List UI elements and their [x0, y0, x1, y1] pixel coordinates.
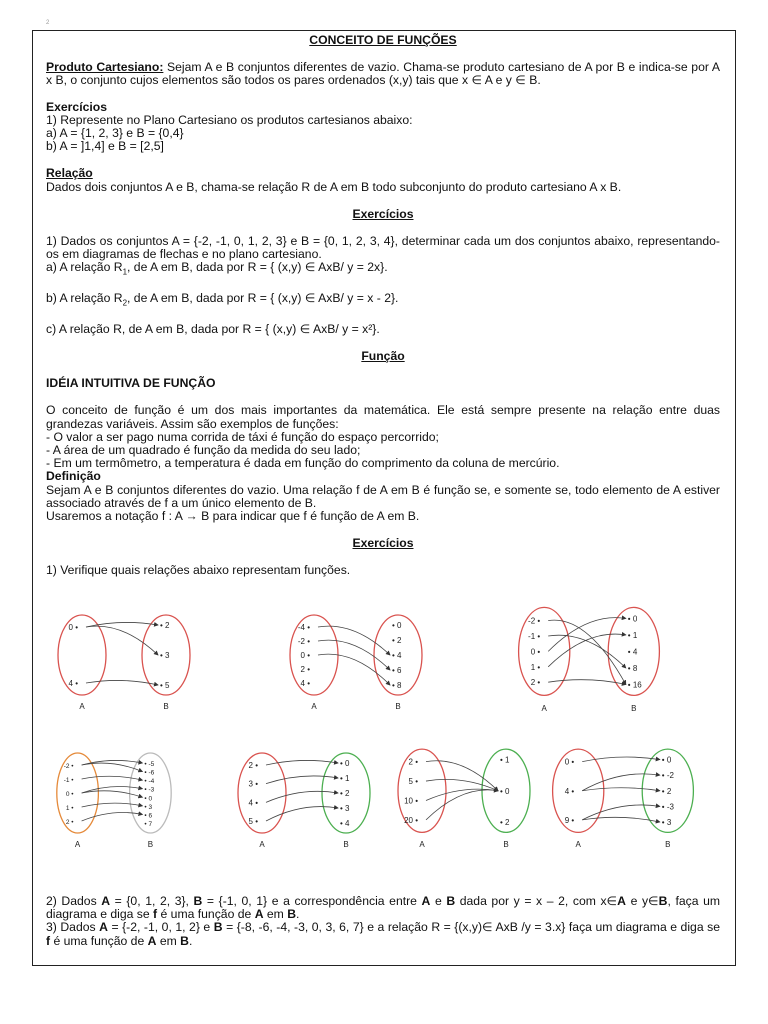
set-b-element: • 2 [392, 636, 402, 645]
set-b-element: • 7 [144, 821, 153, 828]
set-a-element: 5 • [248, 817, 258, 826]
set-b-label: B [163, 702, 169, 711]
arrow-diagram-1 [49, 611, 199, 711]
set-b-label: B [665, 840, 671, 849]
set-b-element: • 8 [392, 681, 402, 690]
set-b-element: • -5 [144, 761, 155, 768]
document-page [32, 30, 736, 966]
relacao-text: Dados dois conjuntos A e B, chama-se relação R de A em B todo subconjunto do produto cartesiano A x B. [46, 179, 622, 194]
set-a-element: 1 • [530, 662, 541, 672]
mapping-arrow [318, 640, 390, 670]
arrow-diagram-7 [543, 745, 703, 849]
set-a-element: 10 • [404, 796, 418, 806]
set-b-element: • 0 [144, 795, 153, 803]
mapping-arrow [82, 776, 143, 780]
set-a-element: 2 • [65, 819, 74, 826]
set-a-element: -1 • [63, 777, 74, 784]
set-b-element: • -3 [144, 786, 155, 794]
set-a-element: 2 • [248, 761, 258, 770]
set-b-element: • 2 [340, 789, 350, 798]
arrow-diagram-5 [229, 749, 379, 849]
set-a-element: 4 • [564, 786, 575, 796]
set-a-ellipse [58, 615, 106, 695]
arrow-diagram-4 [49, 749, 179, 849]
funcao-example-2: - A área de um quadrado é função da medida do seu lado; [46, 442, 361, 457]
produto-cartesiano-text: Sejam A e B conjuntos diferentes de vazio. Chama-se produto cartesiano de A por B e indica-se por A x B, o conjunto cujos elementos são todos os pares ordenados (x,y) tais que x ∈ A e y ∈ B. [46, 60, 720, 88]
set-b-element: • 0 [392, 621, 402, 630]
page-number: 2 [46, 20, 50, 26]
set-b-element: • -3 [661, 802, 674, 812]
set-a-element: 4 • [68, 679, 78, 688]
final-questions [46, 895, 720, 948]
set-a-element: -1 • [528, 632, 541, 641]
set-a-label: A [259, 840, 265, 849]
funcao-example-1: - O valor a ser pago numa corrida de táxi é função do espaço percorrido; [46, 429, 439, 444]
set-b-element: • -4 [144, 778, 155, 786]
set-a-element: 3 • [248, 779, 258, 789]
set-a-element: 4 • [248, 798, 258, 808]
set-a-element: 20 • [404, 815, 418, 825]
set-a-label: A [74, 840, 81, 849]
exercicio-2-q1: 1) Dados os conjuntos A = {-2, -1, 0, 1, 2, 3} e B = {0, 1, 2, 3, 4}, determinar cada um dos conjuntos abaixo, representando-os em diagramas de flechas e no plano cartesiano. [46, 234, 720, 262]
set-a-element: -4 • [297, 623, 310, 632]
funcao-example-3: - Em um termômetro, a temperatura é dada em função do comprimento da coluna de mercúrio. [46, 456, 560, 471]
funcao-heading: Função [361, 348, 405, 363]
set-b-label: B [343, 840, 349, 849]
set-a-element: -2 • [297, 637, 310, 646]
set-b-element: • 3 [160, 651, 170, 660]
set-b-element: • 8 [627, 663, 638, 673]
definicao-heading: Definição [46, 469, 101, 484]
exercicio-2-a: a) A relação $R_1$, de A em B, dada por R = { (x,y) ∈ AxB/ y = 2x}. [46, 260, 388, 277]
page-content [46, 31, 720, 578]
exercicio-1-q1: 1) Represente no Plano Cartesiano os produtos cartesianos abaixo: [46, 112, 413, 127]
set-b-label: B [395, 702, 401, 711]
notacao-text: Usaremos a notação f : A → B para indicar que f é função de A em B. [46, 508, 420, 523]
set-b-element: • 6 [144, 812, 153, 820]
set-b-element: • 0 [500, 786, 510, 796]
set-a-element: 0 • [65, 791, 74, 798]
arrow-diagram-6 [389, 745, 539, 849]
set-b-element: • 3 [661, 817, 672, 827]
set-a-element: 0 • [300, 651, 310, 660]
set-a-element: 0 • [68, 623, 78, 632]
set-a-label: A [311, 702, 317, 711]
set-a-element: -2 • [528, 616, 541, 626]
ideia-intuitiva-heading: IDÉIA INTUITIVA DE FUNÇÃO [46, 376, 216, 391]
set-b-element: • 3 [340, 804, 350, 813]
question-3: 3) Dados A = {-2, -1, 0, 1, 2} e B = {-8, -6, -4, -3, 0, 3, 6, 7} e a relação R = {(x,y)∈ AxB /y = 3.x} faça um diagrama e diga se f é uma função de A em B. [46, 920, 720, 948]
set-a-element: 2 • [530, 678, 541, 688]
relacao-heading: Relação [46, 166, 93, 181]
set-b-element: • 2 [661, 786, 672, 796]
set-a-element: 1 • [65, 805, 74, 812]
set-a-element: 0 • [530, 647, 541, 657]
exercicios-heading-2: Exercícios [352, 206, 414, 221]
set-b-label: B [631, 704, 637, 713]
produto-cartesiano-label: Produto Cartesiano: [46, 60, 164, 75]
set-b-element: • 16 [627, 680, 642, 690]
set-a-element: 2 • [408, 757, 418, 767]
set-a-element: 0 • [564, 757, 575, 767]
set-b-element: • 3 [144, 803, 153, 811]
mapping-arrow [548, 620, 626, 684]
question-2: 2) Dados A = {0, 1, 2, 3}, B = {-1, 0, 1} e a correspondência entre A e B dada por y = x – 2, com x∈A e y∈B, faça um diagrama e diga se f é uma função de A em B. [46, 894, 721, 922]
set-b-element: • -6 [144, 769, 155, 777]
set-a-ellipse [553, 749, 604, 832]
mapping-arrow [82, 787, 143, 793]
set-b-element: • 6 [392, 666, 402, 675]
set-a-element: 5 • [408, 777, 418, 787]
set-a-label: A [419, 840, 425, 849]
exercicio-1-b: b) A = ]1,4] e B = [2,5] [46, 139, 164, 154]
set-a-element: 4 • [300, 679, 310, 688]
set-b-element: • 2 [160, 621, 170, 630]
set-b-label: B [147, 840, 154, 849]
exercicio-1-a: a) A = {1, 2, 3} e B = {0,4} [46, 126, 184, 141]
set-b-element: • 1 [340, 774, 350, 783]
set-b-element: • 4 [392, 651, 402, 660]
funcao-intro: O conceito de função é um dos mais importantes da matemática. Ele está sempre presente na relação entre duas grandezas variáveis. Assim são exemplos de funções: [46, 403, 720, 431]
set-a-label: A [541, 704, 547, 713]
arrow-diagram-2 [281, 611, 431, 711]
definicao-text: Sejam A e B conjuntos diferentes do vazio. Uma relação f de A em B é função se, e somente se, todo elemento de A estiver associado através de f a um único elemento de B. [46, 482, 720, 510]
set-b-element: • 4 [627, 647, 638, 657]
mapping-arrow [266, 776, 338, 784]
set-b-element: • 0 [340, 759, 350, 768]
produto-cartesiano-paragraph [46, 61, 720, 87]
mapping-arrow [266, 791, 338, 802]
mapping-arrow [582, 788, 660, 791]
mapping-arrow [548, 634, 626, 667]
set-b-element: • 0 [661, 755, 672, 765]
set-b-element: • -2 [661, 771, 674, 781]
set-b-label: B [503, 840, 509, 849]
page-title: CONCEITO DE FUNÇÕES [309, 33, 457, 47]
set-a-element: 2 • [300, 665, 310, 674]
mapping-arrow [82, 791, 143, 797]
set-a-label: A [79, 702, 85, 711]
set-b-element: • 1 [500, 755, 510, 765]
exercicio-3-q1: 1) Verifique quais relações abaixo representam funções. [46, 563, 351, 578]
set-b-element: • 0 [627, 614, 638, 624]
set-a-element: 9 • [564, 815, 575, 825]
set-b-element: • 1 [627, 630, 638, 640]
set-a-element: -2 • [63, 763, 74, 770]
mapping-arrow [82, 803, 143, 807]
arrow-diagram-3 [509, 603, 669, 713]
exercicios-heading-1: Exercícios [46, 99, 107, 114]
exercicio-2-b: b) A relação $R_2$, de A em B, dada por R = { (x,y) ∈ AxB/ y = x - 2}. [46, 291, 399, 308]
exercicios-heading-3: Exercícios [352, 536, 414, 551]
set-b-element: • 2 [500, 817, 510, 827]
set-a-label: A [575, 840, 581, 849]
set-b-element: • 4 [340, 819, 350, 828]
set-b-element: • 5 [160, 681, 170, 690]
set-a-ellipse [238, 753, 286, 833]
mapping-arrow [582, 774, 660, 791]
exercicio-2-c: c) A relação R, de A em B, dada por R = { (x,y) ∈ AxB/ y = x²}. [46, 321, 380, 336]
